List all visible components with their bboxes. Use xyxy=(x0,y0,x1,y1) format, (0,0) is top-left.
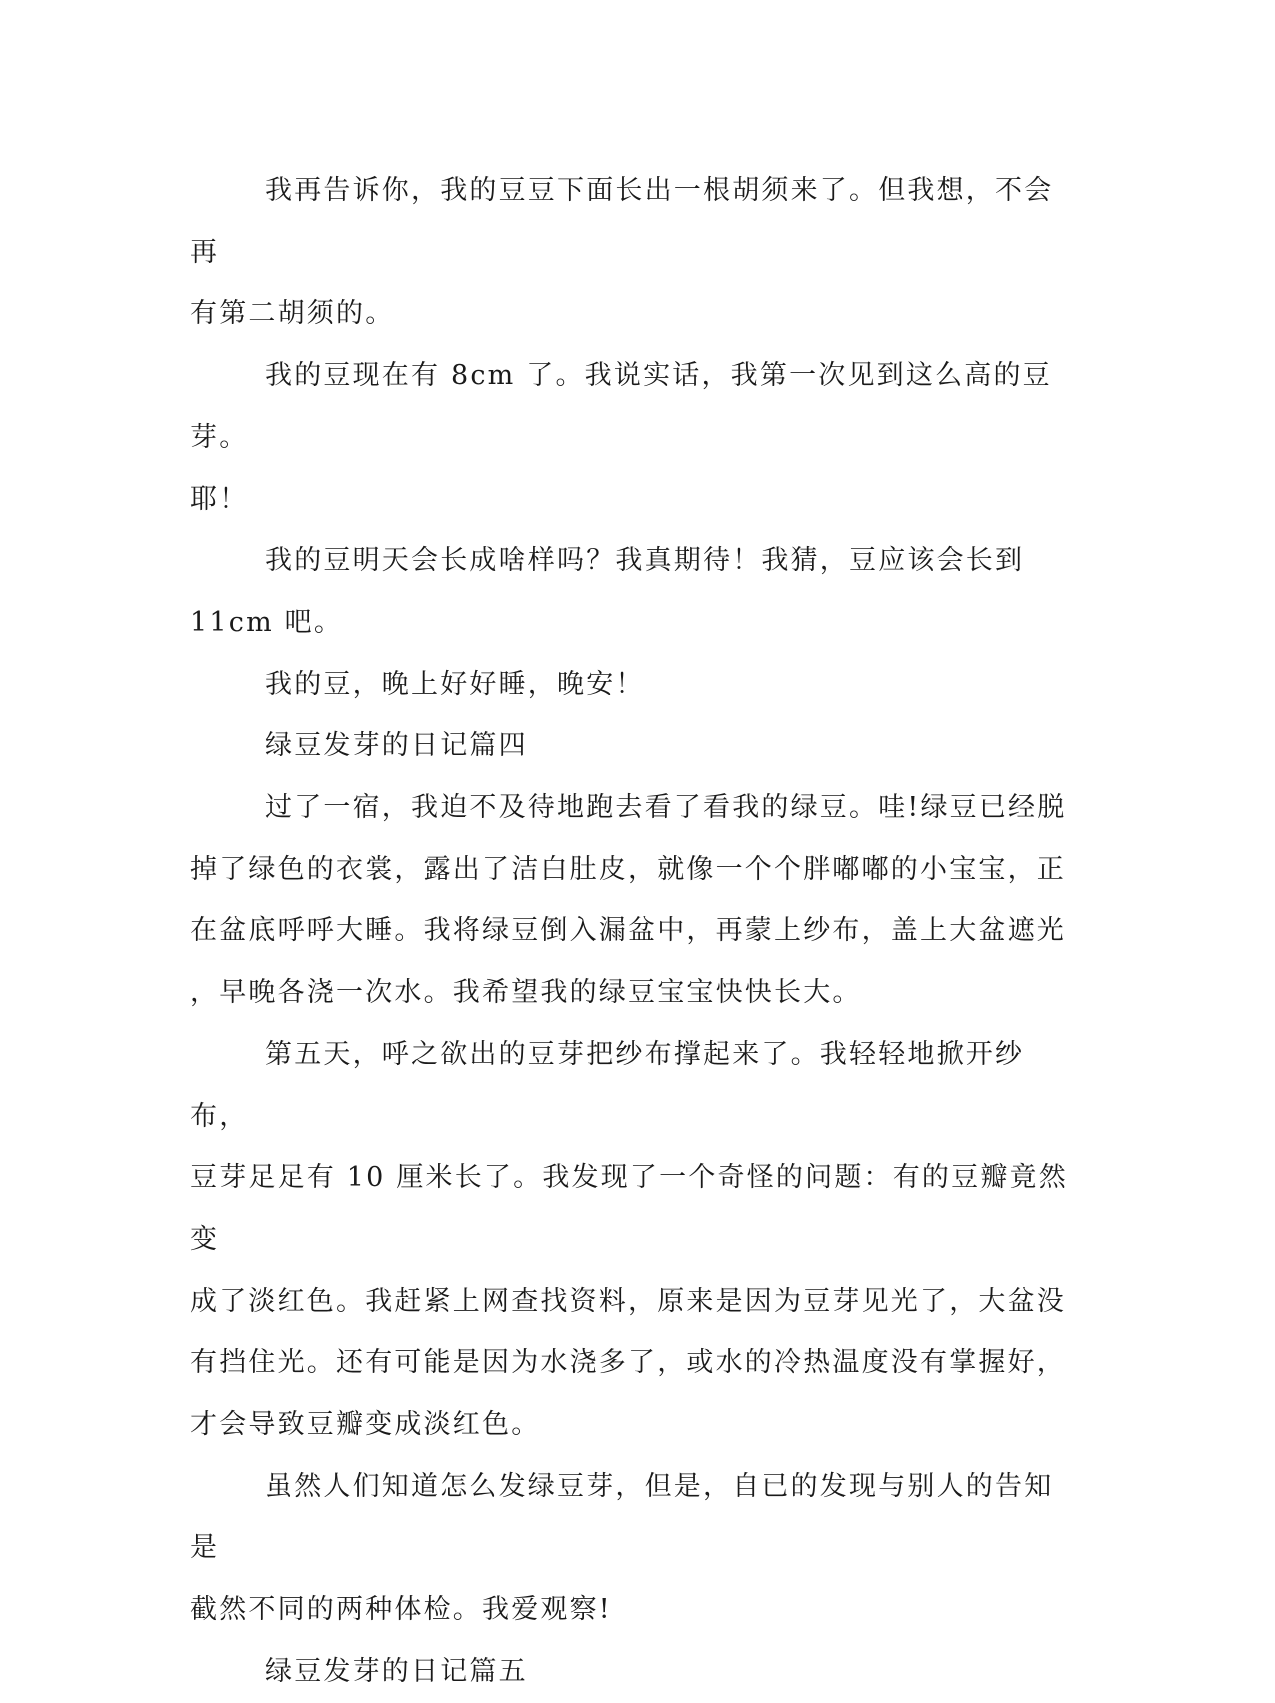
section-heading-four xyxy=(190,715,1075,777)
paragraph-line: 耶！ xyxy=(190,483,249,515)
paragraph-line: 11cm 吧。 xyxy=(190,606,344,638)
paragraph-beard xyxy=(190,160,1075,345)
paragraph-line: 豆芽足足有 10 厘米长了。我发现了一个奇怪的问题：有的豆瓣竟然变 xyxy=(190,1162,1068,1255)
paragraph-goodnight xyxy=(190,654,1075,716)
paragraph-day-five xyxy=(190,1024,1075,1456)
paragraph-line: 有第二胡须的。 xyxy=(190,298,395,330)
paragraph-line: 虽然人们知道怎么发绿豆芽，但是，自已的发现与别人的告知是 xyxy=(190,1470,1054,1564)
section-heading: 绿豆发芽的日记篇四 xyxy=(265,730,528,762)
paragraph-line: ，早晚各浇一次水。我希望我的绿豆宝宝快快长大。 xyxy=(190,977,862,1009)
paragraph-line: 第五天，呼之欲出的豆芽把纱布撑起来了。我轻轻地掀开纱布， xyxy=(190,1038,1025,1132)
paragraph-line: 我的豆明天会长成啥样吗？我真期待！我猜，豆应该会长到 xyxy=(265,545,1025,577)
document-body xyxy=(190,160,1075,1703)
section-heading-five xyxy=(190,1641,1075,1703)
paragraph-line: 掉了绿色的衣裳，露出了洁白肚皮，就像一个个胖嘟嘟的小宝宝，正 xyxy=(190,853,1066,885)
paragraph-line: 有挡住光。还有可能是因为水浇多了，或水的冷热温度没有掌握好， xyxy=(190,1347,1066,1379)
paragraph-height xyxy=(190,345,1075,530)
paragraph-line: 我的豆现在有 8cm 了。我说实话，我第一次见到这么高的豆芽。 xyxy=(190,360,1052,453)
paragraph-next-morning xyxy=(190,777,1075,1024)
paragraph-observation xyxy=(190,1456,1075,1641)
paragraph-line: 过了一宿，我迫不及待地跑去看了看我的绿豆。哇!绿豆已经脱 xyxy=(265,792,1067,824)
paragraph-line: 才会导致豆瓣变成淡红色。 xyxy=(190,1409,541,1441)
paragraph-line: 截然不同的两种体检。我爱观察! xyxy=(190,1594,612,1626)
paragraph-line: 成了淡红色。我赶紧上网查找资料，原来是因为豆芽见光了，大盆没 xyxy=(190,1285,1066,1317)
paragraph-line: 在盆底呼呼大睡。我将绿豆倒入漏盆中，再蒙上纱布，盖上大盆遮光 xyxy=(190,915,1066,947)
paragraph-tomorrow xyxy=(190,530,1075,653)
section-heading: 绿豆发芽的日记篇五 xyxy=(265,1655,528,1687)
paragraph-line: 我的豆，晚上好好睡，晚安！ xyxy=(265,668,645,700)
paragraph-line: 我再告诉你，我的豆豆下面长出一根胡须来了。但我想，不会再 xyxy=(190,175,1054,268)
